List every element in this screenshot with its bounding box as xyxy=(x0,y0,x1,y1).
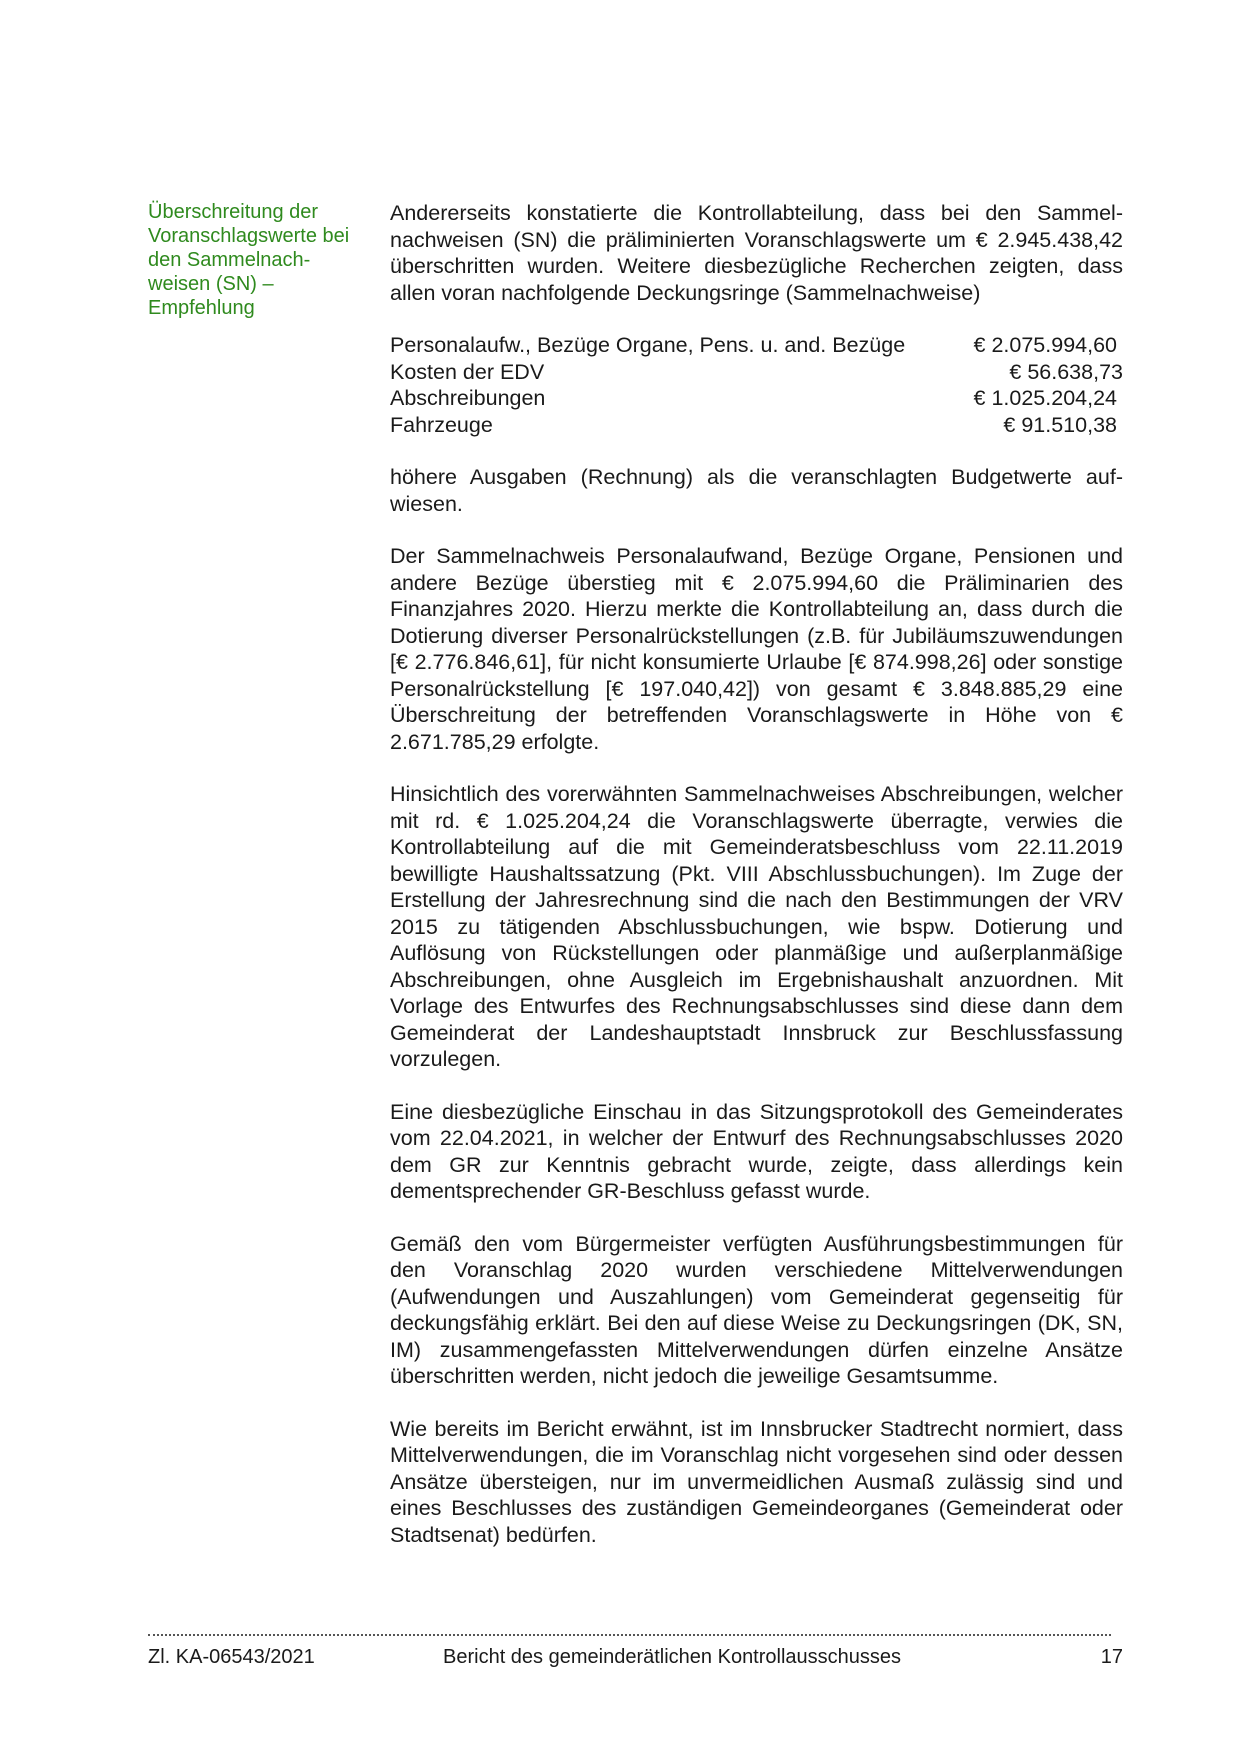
paragraph-stadtrecht: Wie bereits im Bericht erwähnt, ist im Innsbrucker Stadtrecht normiert, dass Mittelverwendungen, die im Voranschlag nicht vorgesehen sind oder dessen Ansätze übersteigen, nur im unvermeidlichen Ausmaß zulässig sind und eines Beschlusses des zuständigen Gemeindeorganes (Gemeinderat oder Stadtsenat) bedürfen. xyxy=(390,1416,1123,1547)
amount-value: € 2.075.994,60 xyxy=(973,333,1117,357)
paragraph-einschau: Eine diesbezügliche Einschau in das Sitzungsprotokoll des Gemeinderates vom 22.04.2021, in welcher der Entwurf des Rechnungsabschlusses 2020 dem GR zur Kenntnis gebracht wurde, zeigte, dass allerdings kein dementsprechender GR-Beschluss gefasst wurde. xyxy=(390,1099,1123,1203)
paragraph-abschreibungen: Hinsichtlich des vorerwähnten Sammelnachweises Abschreibungen, welcher mit rd. € 1.025.204,24 die Voranschlagswerte überragte, verwies die Kontrollabteilung auf die mit Gemeinderatsbeschluss vom 22.11.2019 bewilligte Haushaltssatzung (Pkt. VIII Abschlussbuchungen). Im Zuge der Erstellung der Jahresrechnung sind die nach den Bestimmungen der VRV 2015 zu tätigenden Abschlussbuchungen, wie bspw. Dotierung und Auflösung von Rückstellungen oder planmäßige und außerplanmäßige Abschreibungen, ohne Ausgleich im Ergebnishaushalt anzuordnen. Mit Vorlage des Entwurfes des Rechnungsabschlusses sind diese dann dem Gemeinderat der Landeshauptstadt Innsbruck zur Beschlussfassung vorzulegen. xyxy=(390,782,1123,1071)
body-text xyxy=(390,200,1123,1548)
amount-value: € 56.638,73 xyxy=(1009,359,1123,384)
footer-divider xyxy=(148,1634,1111,1636)
page-number: 17 xyxy=(1100,1646,1123,1668)
paragraph-after-amounts: höhere Ausgaben (Rechnung) als die veranschlagten Budgetwerte aufwiesen. xyxy=(390,465,1123,516)
amount-row xyxy=(390,412,1123,439)
amount-label: Abschreibungen xyxy=(390,386,546,410)
footer-title: Bericht des gemeinderätlichen Kontrollausschusses xyxy=(443,1646,902,1668)
amount-row xyxy=(390,359,1123,386)
amounts-list xyxy=(390,332,1123,438)
amount-row xyxy=(390,385,1123,412)
footer-reference: Zl. KA-06543/2021 xyxy=(148,1646,315,1668)
amount-row xyxy=(390,332,1123,359)
paragraph-intro: Andererseits konstatierte die Kontrollabteilung, dass bei den Sammelnachweisen (SN) die präliminierten Voranschlagswerte um € 2.945.438,42 überschritten wurden. Weitere diesbezügliche Recherchen zeigten, dass allen voran nachfolgende Deckungsringe (Sammelnachweise) xyxy=(390,201,1123,305)
amount-label: Personalaufw., Bezüge Organe, Pens. u. and. Bezüge xyxy=(390,333,906,357)
amount-label: Kosten der EDV xyxy=(390,359,545,384)
paragraph-personal: Der Sammelnachweis Personalaufwand, Bezüge Organe, Pensionen und andere Bezüge überstieg mit € 2.075.994,60 die Präliminarien des Finanzjahres 2020. Hierzu merkte die Kontrollabteilung an, dass durch die Dotierung diverser Personalrückstellungen (z.B. für Jubiläumszuwendungen [€ 2.776.846,61], für nicht konsumierte Urlaube [€ 874.998,26] oder sonstige Personalrückstellung [€ 197.040,42]) von gesamt € 3.848.885,29 eine Überschreitung der betreffenden Voranschlagswerte in Höhe von € 2.671.785,29 erfolgte. xyxy=(390,544,1123,754)
paragraph-gemaess: Gemäß den vom Bürgermeister verfügten Ausführungsbestimmungen für den Voranschlag 2020 wurden verschiedene Mittelverwendungen (Aufwendungen und Auszahlungen) vom Gemeinderat gegenseitig für deckungsfähig erklärt. Bei den auf diese Weise zu Deckungsringen (DK, SN, IM) zusammengefassten Mittelverwendungen dürfen einzelne Ansätze überschritten werden, nicht jedoch die jeweilige Gesamtsumme. xyxy=(390,1231,1123,1388)
margin-heading: Überschreitung der Voranschlagswerte bei den Sammelnach- weisen (SN) – Empfehlung xyxy=(148,201,350,319)
amount-value: € 91.510,38 xyxy=(1003,412,1117,437)
amount-label: Fahrzeuge xyxy=(390,412,493,437)
amount-value: € 1.025.204,24 xyxy=(973,386,1117,410)
